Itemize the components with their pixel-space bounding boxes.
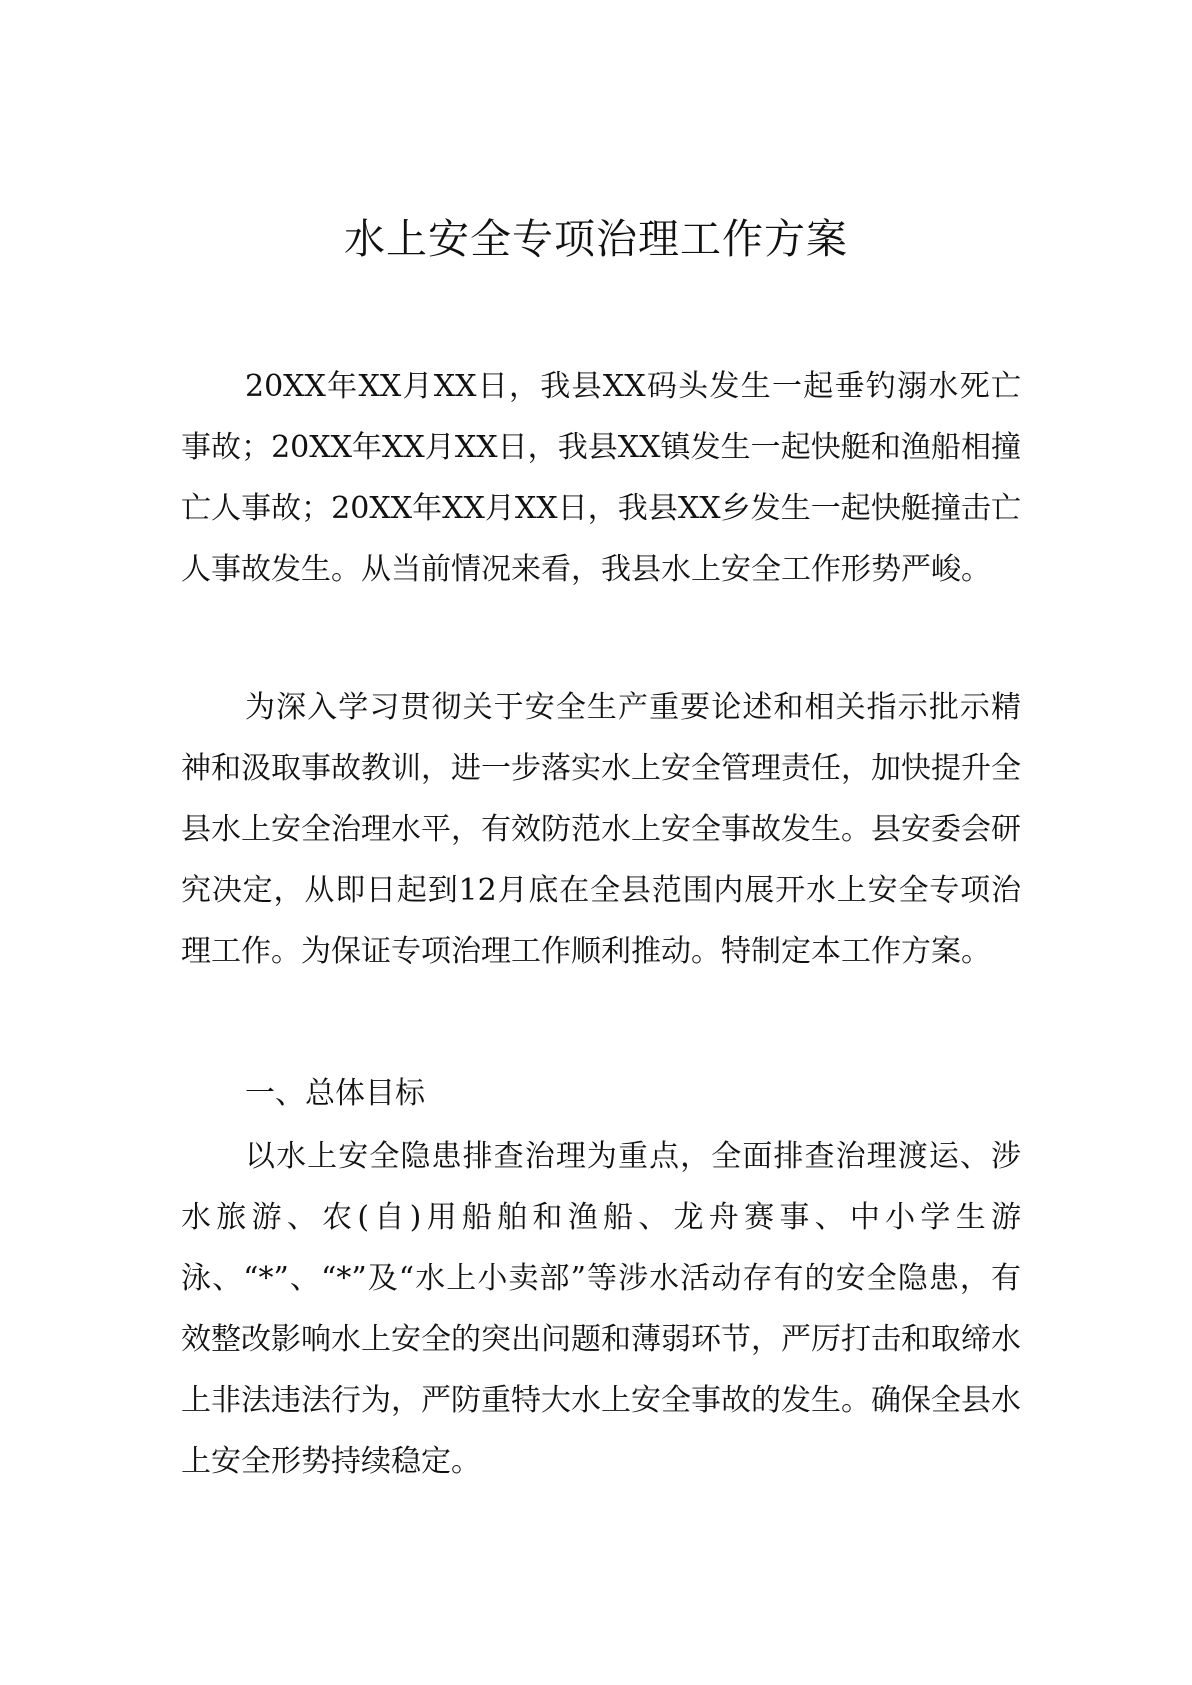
- paragraph-overall-goal: 以水上安全隐患排查治理为重点，全面排查治理渡运、涉水旅游、农(自)用船舶和渔船、龙舟赛事、中小学生游泳、“*”、“*”及“水上小卖部”等涉水活动存有的安全隐患，有效整改影响水上安全的突出问题和薄弱环节，严厉打击和取缔水上非法违法行为，严防重特大水上安全事故的发生。确保全县水上安全形势持续稳定。: [181, 1139, 1021, 1479]
- document-title: 水上安全专项治理工作方案: [344, 215, 848, 263]
- section-heading-overall-goal: 一、总体目标: [245, 1076, 425, 1111]
- paragraph-purpose: 为深入学习贯彻关于安全生产重要论述和相关指示批示精神和汲取事故教训，进一步落实水上安全管理责任，加快提升全县水上安全治理水平，有效防范水上安全事故发生。县安委会研究决定，从即日起到12月底在全县范围内展开水上安全专项治理工作。为保证专项治理工作顺利推动。特制定本工作方案。: [181, 690, 1021, 969]
- paragraph-accident-summary: 20XX年XX月XX日，我县XX码头发生一起垂钓溺水死亡事故；20XX年XX月XX日，我县XX镇发生一起快艇和渔船相撞亡人事故；20XX年XX月XX日，我县XX乡发生一起快艇撞击亡人事故发生。从当前情况来看，我县水上安全工作形势严峻。: [181, 369, 1021, 587]
